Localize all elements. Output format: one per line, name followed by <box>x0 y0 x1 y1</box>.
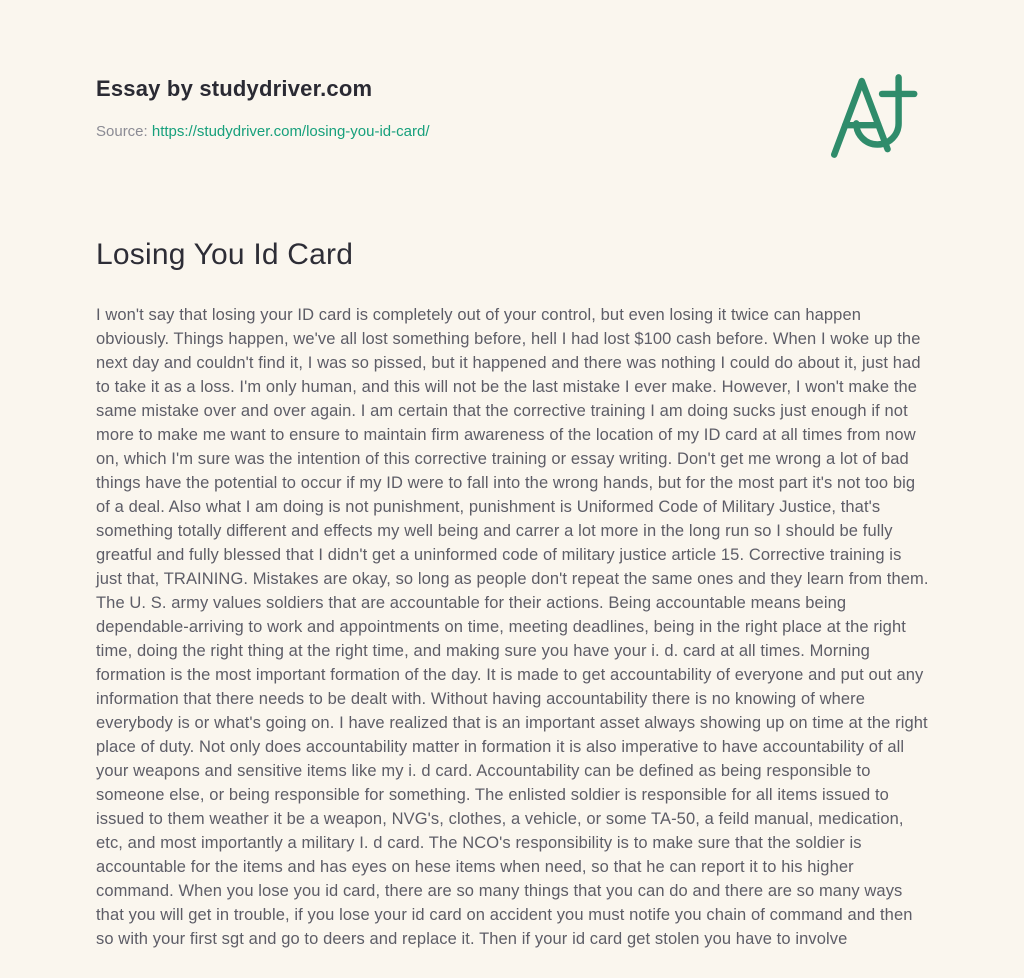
source-link[interactable]: https://studydriver.com/losing-you-id-card/ <box>151 123 430 140</box>
page-header-title: Essay by studydriver.com <box>96 76 373 101</box>
article-title: Losing You Id Card <box>96 238 354 271</box>
studydriver-logo-icon <box>824 70 918 162</box>
source-row <box>96 123 928 140</box>
studydriver-logo <box>824 70 918 162</box>
article-body-text: I won't say that losing your ID card is completely out of your control, but even losing it twice can happen obviously. Things happen, we've all lost something before, hell I had lost $100 cash before. When I woke up the next day and couldn't find it, I was so pissed, but it happened and there was nothing I could do about it, just had to take it as a loss. I'm only human, and this will not be the last mistake I ever make. However, I won't make the same mistake over and over again. I am certain that the corrective training I am doing sucks just enough if not more to make me want to ensure to maintain firm awareness of the location of my ID card at all times from now on, which I'm sure was the intention of this corrective training or essay writing. Don't get me wrong a lot of bad things have the potential to occur if my ID were to fall into the wrong hands, but for the most part it's not too big of a deal. Also what I am doing is not punishment, punishment is Uniformed Code of Military Justice, that's something totally different and effects my well being and carrer a lot more in the long run so I should be fully greatful and fully blessed that I didn't get a uninformed code of military justice article 15. Corrective training is just that, TRAINING. Mistakes are okay, so long as people don't repeat the same ones and they learn from them. The U. S. army values soldiers that are accountable for their actions. Being accountable means being dependable-arriving to work and appointments on time, meeting deadlines, being in the right place at the right time, doing the right thing at the right time, and making sure you have your i. d. card at all times. Morning formation is the most important formation of the day. It is made to get accountability of everyone and put out any information that there needs to be dealt with. Without having accountability there is no knowing of where everybody is or what's going on. I have realized that is an important asset always showing up on time at the right place of duty. Not only does accountability matter in formation it is also imperative to have accountability of all your weapons and sensitive items like my i. d card. Accountability can be defined as being responsible to someone else, or being responsible for something. The enlisted soldier is responsible for all items issued to issued to them weather it be a weapon, NVG's, clothes, a vehicle, or some TA-50, a feild manual, medication, etc, and most importantly a military I. d card. The NCO's responsibility is to make sure that the soldier is accountable for the items and has eyes on hese items when need, so that he can report it to his higher command. When you lose you id card, there are so many things that you can do and there are so many ways that you will get in trouble, if you lose your id card on accident you must notife you chain of command and then so with your first sgt and go to deers and replace it. Then if your id card get stolen you have to involve <box>96 306 929 948</box>
source-label: Source: <box>96 123 148 140</box>
